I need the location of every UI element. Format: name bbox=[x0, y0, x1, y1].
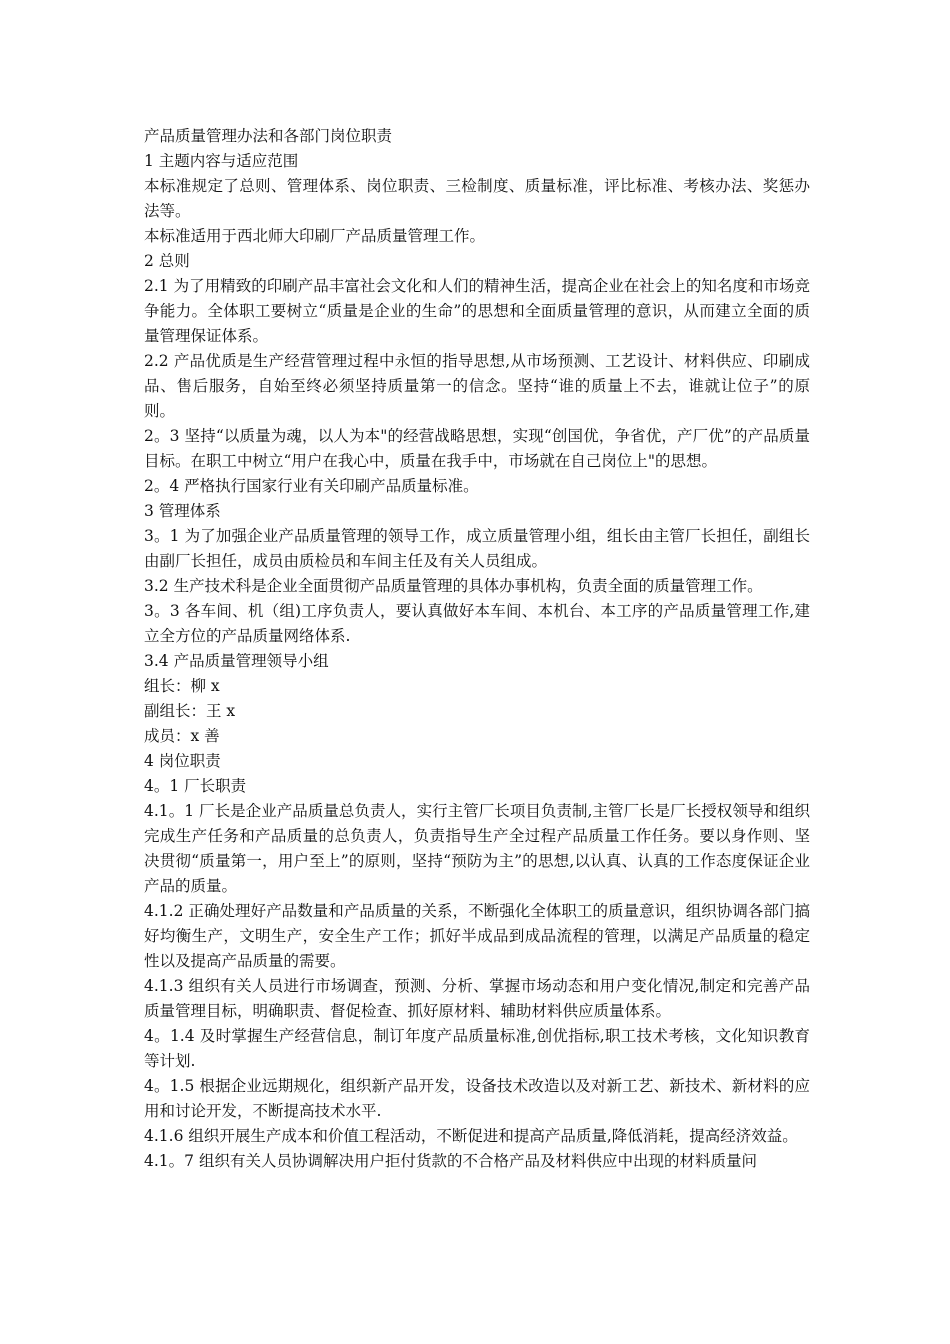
paragraph: 2.2 产品优质是生产经营管理过程中永恒的指导思想,从市场预测、工艺设计、材料供应、印刷成品、售后服务，自始至终必须坚持质量第一的信念。坚持“谁的质量上不去，谁就让位子”的原则。 bbox=[144, 352, 810, 420]
paragraph: 2。3 坚持“以质量为魂，以人为本"的经营战略思想，实现“创国优，争省优，产厂优”的产品质量目标。在职工中树立“用户在我心中，质量在我手中，市场就在自己岗位上"的思想。 bbox=[144, 427, 810, 470]
member-line: 组长：柳 x bbox=[144, 677, 220, 695]
paragraph: 4.1。1 厂长是企业产品质量总负责人，实行主管厂长项目负责制,主管厂长是厂长授权领导和组织完成生产任务和产品质量的总负责人，负责指导生产全过程产品质量工作任务。要以身作则、坚决贯彻“质量第一，用户至上”的原则，坚持“预防为主”的思想,以认真、认真的工作态度保证企业产品的质量。 bbox=[144, 802, 810, 895]
document-body bbox=[144, 124, 810, 1174]
paragraph: 本标准适用于西北师大印刷厂产品质量管理工作。 bbox=[144, 227, 486, 245]
paragraph: 2.1 为了用精致的印刷产品丰富社会文化和人们的精神生活，提高企业在社会上的知名度和市场竞争能力。全体职工要树立“质量是企业的生命”的思想和全面质量管理的意识，从而建立全面的质量管理保证体系。 bbox=[144, 277, 810, 345]
section-heading: 4 岗位职责 bbox=[144, 752, 221, 770]
paragraph: 4.1.2 正确处理好产品数量和产品质量的关系，不断强化全体职工的质量意识，组织协调各部门搞好均衡生产，文明生产，安全生产工作；抓好半成品到成品流程的管理，以满足产品质量的稳定性以及提高产品质量的需要。 bbox=[144, 902, 810, 970]
paragraph: 4.1.6 组织开展生产成本和价值工程活动，不断促进和提高产品质量,降低消耗，提高经济效益。 bbox=[144, 1127, 798, 1145]
paragraph: 4。1.4 及时掌握生产经营信息，制订年度产品质量标准,创优指标,职工技术考核，文化知识教育等计划. bbox=[144, 1027, 810, 1070]
paragraph: 3.2 生产技术科是企业全面贯彻产品质量管理的具体办事机构，负责全面的质量管理工作。 bbox=[144, 577, 763, 595]
section-heading: 2 总则 bbox=[144, 252, 190, 270]
paragraph: 2。4 严格执行国家行业有关印刷产品质量标准。 bbox=[144, 477, 479, 495]
subsection-heading: 4。1 厂长职责 bbox=[144, 777, 247, 795]
paragraph: 4.1。7 组织有关人员协调解决用户拒付货款的不合格产品及材料供应中出现的材料质量问 bbox=[144, 1152, 757, 1170]
paragraph: 4。1.5 根据企业远期规化，组织新产品开发，设备技术改造以及对新工艺、新技术、新材料的应用和讨论开发，不断提高技术水平. bbox=[144, 1077, 810, 1120]
subsection-heading: 3.4 产品质量管理领导小组 bbox=[144, 652, 329, 670]
paragraph: 本标准规定了总则、管理体系、岗位职责、三检制度、质量标准，评比标准、考核办法、奖惩办法等。 bbox=[144, 177, 810, 220]
paragraph: 3。3 各车间、机（组)工序负责人，要认真做好本车间、本机台、本工序的产品质量管理工作,建立全方位的产品质量网络体系. bbox=[144, 602, 810, 645]
paragraph: 4.1.3 组织有关人员进行市场调查，预测、分析、掌握市场动态和用户变化情况,制定和完善产品质量管理目标，明确职责、督促检查、抓好原材料、辅助材料供应质量体系。 bbox=[144, 977, 810, 1020]
paragraph: 3。1 为了加强企业产品质量管理的领导工作，成立质量管理小组，组长由主管厂长担任，副组长由副厂长担任，成员由质检员和车间主任及有关人员组成。 bbox=[144, 527, 810, 570]
section-heading: 1 主题内容与适应范围 bbox=[144, 152, 299, 170]
member-line: 副组长：王 x bbox=[144, 702, 236, 720]
member-line: 成员：x 善 bbox=[144, 727, 220, 745]
document-title: 产品质量管理办法和各部门岗位职责 bbox=[144, 127, 393, 145]
section-heading: 3 管理体系 bbox=[144, 502, 221, 520]
